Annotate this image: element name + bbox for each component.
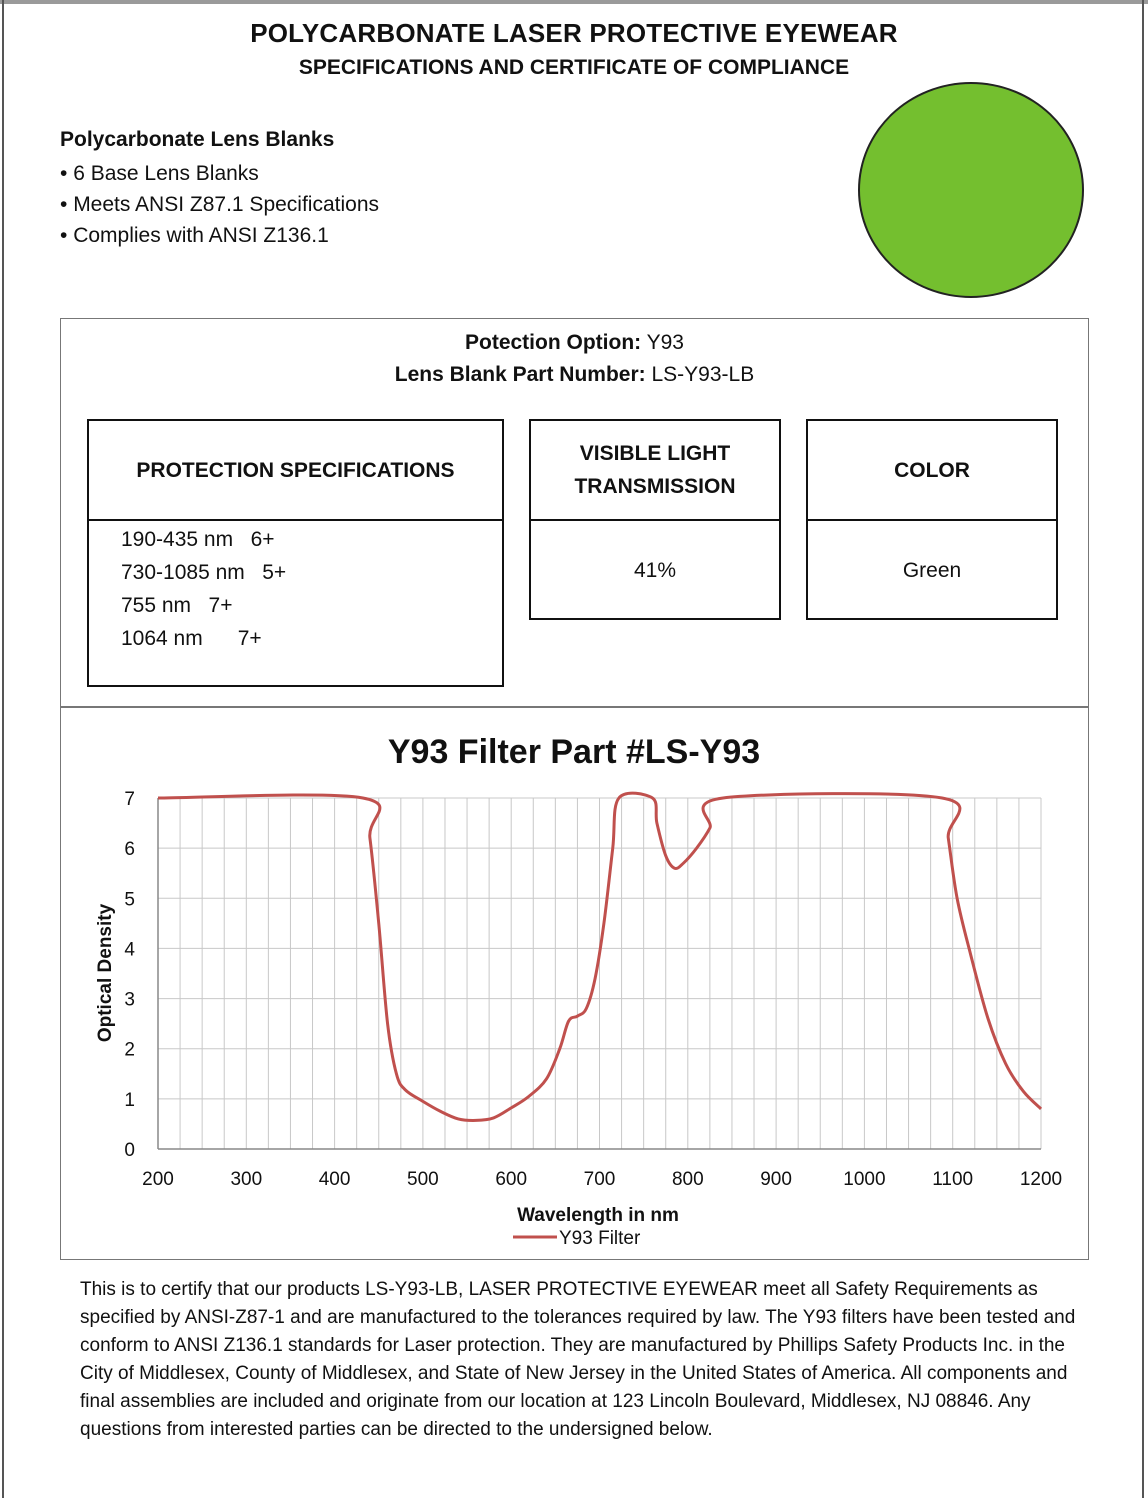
color-header: COLOR bbox=[808, 421, 1056, 521]
y-tick-label: 7 bbox=[124, 789, 135, 810]
x-tick-label: 1000 bbox=[843, 1169, 886, 1190]
x-tick-label: 900 bbox=[760, 1169, 792, 1190]
x-tick-label: 300 bbox=[230, 1169, 263, 1190]
y-tick-label: 3 bbox=[124, 989, 135, 1011]
protection-spec-row: 730-1085 nm 5+ bbox=[121, 561, 287, 584]
chart-grid bbox=[158, 798, 1041, 1149]
part-number-value: LS-Y93-LB bbox=[651, 363, 755, 386]
x-tick-label: 800 bbox=[671, 1169, 704, 1190]
y-tick-label: 4 bbox=[124, 939, 135, 961]
protection-spec-list bbox=[121, 523, 286, 655]
y-tick-label: 0 bbox=[124, 1140, 135, 1161]
vlt-header-line2: TRANSMISSION bbox=[574, 475, 736, 498]
x-tick-label: 700 bbox=[583, 1169, 616, 1190]
x-tick-label: 1200 bbox=[1019, 1169, 1063, 1190]
y-tick-label: 6 bbox=[124, 839, 135, 861]
part-number-label: Lens Blank Part Number: bbox=[394, 363, 646, 386]
protection-option-label: Potection Option: bbox=[465, 331, 642, 354]
lens-color-swatch bbox=[858, 82, 1084, 298]
vlt-header-line1: VISIBLE LIGHT bbox=[579, 442, 731, 465]
lens-blank-bullet: • Meets ANSI Z87.1 Specifications bbox=[60, 189, 379, 220]
color-box bbox=[806, 419, 1058, 620]
lens-blank-info bbox=[60, 128, 379, 251]
protection-spec-row: 190-435 nm 6+ bbox=[121, 528, 275, 551]
optical-density-chart-panel bbox=[60, 706, 1089, 1260]
optical-density-chart bbox=[61, 707, 1088, 1259]
legend-label: Y93 Filter bbox=[559, 1228, 641, 1249]
chart-title: Y93 Filter Part #LS-Y93 bbox=[387, 733, 761, 771]
x-tick-label: 500 bbox=[407, 1169, 439, 1190]
x-tick-label: 400 bbox=[318, 1169, 351, 1190]
protection-spec-panel bbox=[60, 318, 1089, 708]
color-value: Green bbox=[902, 558, 962, 582]
chart-legend bbox=[513, 1228, 641, 1249]
lens-blank-heading: Polycarbonate Lens Blanks bbox=[60, 128, 335, 151]
x-tick-label: 1100 bbox=[932, 1169, 974, 1190]
y-tick-label: 5 bbox=[124, 889, 135, 911]
vlt-header bbox=[531, 421, 779, 521]
x-tick-label: 600 bbox=[495, 1169, 528, 1190]
protection-spec-row: 755 nm 7+ bbox=[121, 594, 233, 617]
protection-specifications-header: PROTECTION SPECIFICATIONS bbox=[89, 421, 502, 521]
y-axis-label: Optical Density bbox=[95, 903, 116, 1043]
x-axis-label: Wavelength in nm bbox=[517, 1205, 679, 1226]
document-subtitle: SPECIFICATIONS AND CERTIFICATE OF COMPLIANCE bbox=[298, 56, 850, 79]
protection-spec-row: 1064 nm 7+ bbox=[121, 627, 262, 650]
protection-specifications-box bbox=[87, 419, 504, 687]
document-title: POLYCARBONATE LASER PROTECTIVE EYEWEAR bbox=[250, 18, 898, 48]
x-tick-label: 200 bbox=[142, 1169, 174, 1190]
protection-option-line bbox=[61, 331, 1088, 355]
part-number-line bbox=[61, 363, 1088, 387]
vlt-value: 41% bbox=[633, 558, 677, 582]
certification-statement: This is to certify that our products LS-Y93-LB, LASER PROTECTIVE EYEWEAR meet all Safety Requirements as specified by ANSI-Z87-1 and are manufactured to the tolerances required by law. The Y93 filters have been tested and conform to ANSI Z136.1 standards for Laser protection. They are manufactured by Phillips Safety Products Inc. in the City of Middlesex, County of Middlesex, and State of New Jersey in the United States of America. All components and final assemblies are included and originate from our location at 123 Lincoln Boulevard, Middlesex, NJ 08846. Any questions from interested parties can be directed to the undersigned below. bbox=[80, 1279, 1076, 1440]
lens-blank-bullet: • Complies with ANSI Z136.1 bbox=[60, 220, 379, 251]
y-tick-label: 1 bbox=[124, 1089, 135, 1111]
lens-blank-bullet: • 6 Base Lens Blanks bbox=[60, 158, 379, 189]
protection-option-value: Y93 bbox=[646, 331, 684, 354]
y-tick-label: 2 bbox=[124, 1039, 135, 1061]
visible-light-transmission-box bbox=[529, 419, 781, 620]
